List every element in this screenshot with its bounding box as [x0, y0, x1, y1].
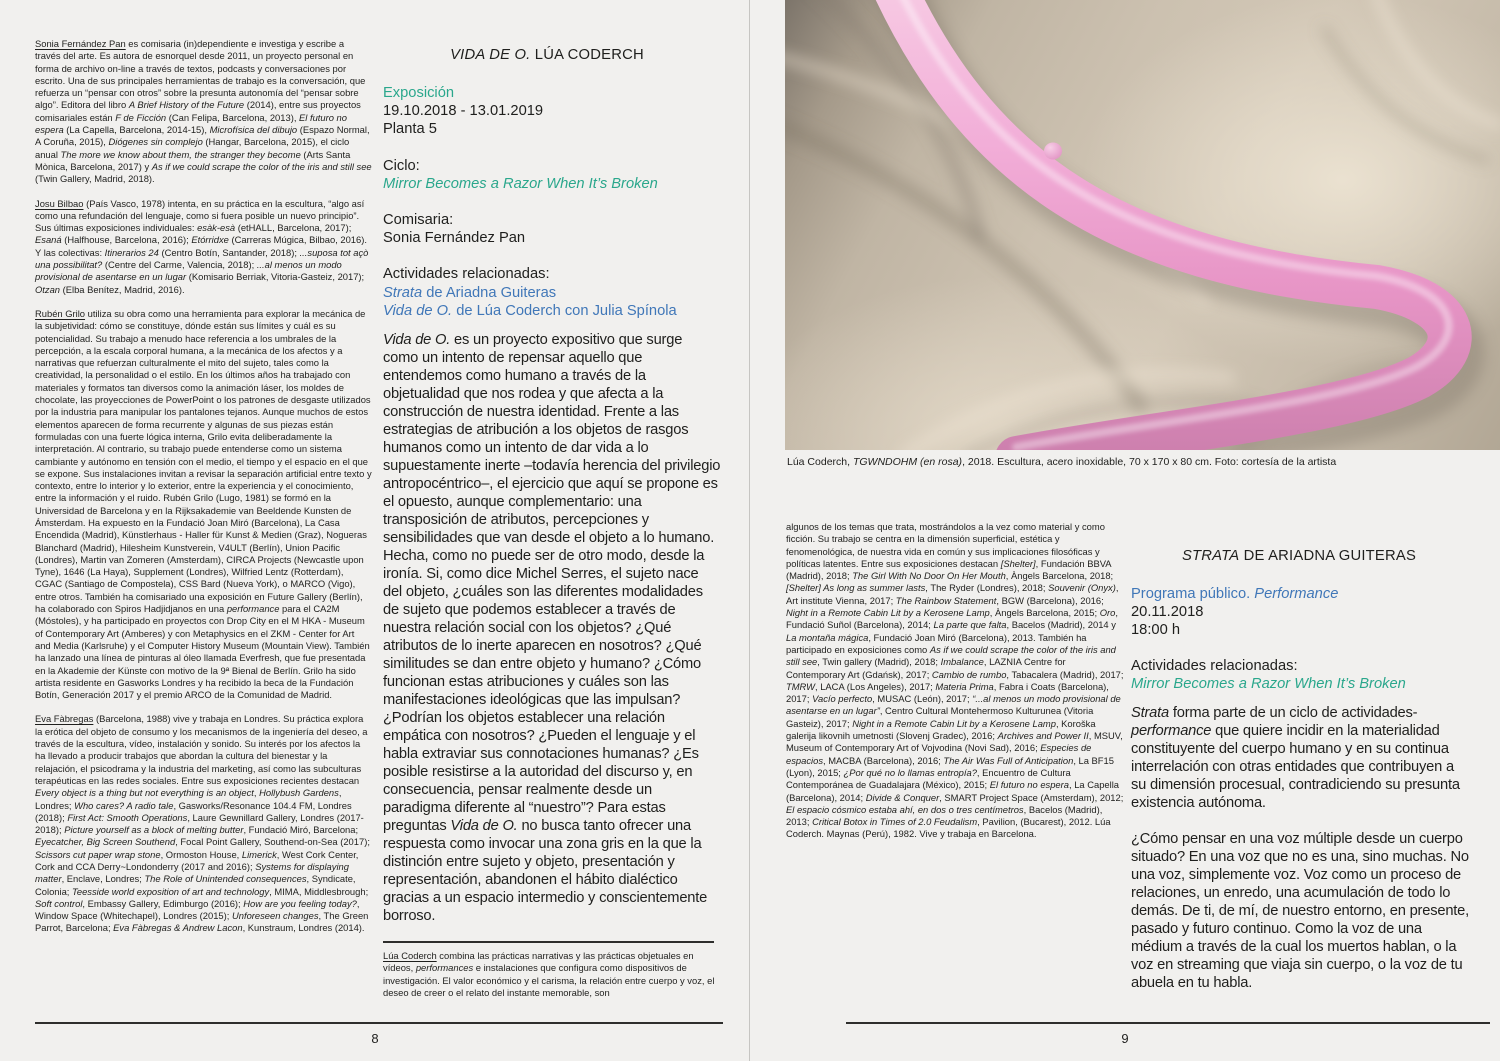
- event-body-paragraph-1: Strata forma parte de un ciclo de actividades-performance que quiere incidir en la materialidad constituyente del cuerpo humano y en su continua interrelación con otras entidades que contribuyen a su dimensión procesual, contradiciendo su presunta existencia autónoma.: [1131, 705, 1460, 811]
- bio-josu-bilbao: Josu Bilbao (País Vasco, 1978) intenta, en su práctica en la escultura, “algo así como una refundación del lenguaje, como si fuera posible un nuevo principio”. Sus últimas exposiciones individuales: esàk-esà (etHALL, Barcelona, 2017); Esaná (Halfhouse, Barcelona, 2016); Etórridxe (Carreras Múgica, Bilbao, 2016). Y las colectivas: Itinerarios 24 (Centro Botín, Santander, 2018); ...suposa tot açò una possibilitat? (Centre del Carme, Valencia, 2018); ...al menos un modo provisional de asentarse en un lugar (Komisario Berriak, Vitoria-Gasteiz, 2017); Otzan (Elba Benítez, Madrid, 2016).: [35, 197, 369, 295]
- bio-sonia-fernandez-pan: Sonia Fernández Pan es comisaria (in)dependiente e investiga y escribe a través del arte. Es autora de esnorquel desde 2011, un proyecto personal en forma de archivo on-line a través de textos, podcasts y conversaciones por escrito. Una de sus principales herramientas de trabajo es la conversación, que refuerza un “pensar con otros” sobre la presunta autonomía del “pensar sobre algo”. Editora del libro A Brief History of the Future (2014), entre sus proyectos comisariales están F de Ficción (Can Felipa, Barcelona, 2013), El futuro no espera (La Capella, Barcelona, 2014-15), Microfísica del dibujo (Espazo Normal, A Coruña, 2015), Diógenes sin complejo (Hangar, Barcelona, 2015), el ciclo anual The more we know about them, the stranger they become (Arts Santa Mònica, Barcelona, 2017) y As if we could scrape the color of the iris and still see (Twin Gallery, Madrid, 2018).: [35, 38, 372, 185]
- artwork-photo: [785, 0, 1500, 450]
- event-meta: [1131, 585, 1471, 640]
- event-title: STRATA DE ARIADNA GUITERAS: [1181, 548, 1417, 564]
- event-body-text: [1131, 704, 1471, 1010]
- page-number-9: 9: [1121, 1031, 1129, 1046]
- related-cycle-title: Mirror Becomes a Razor When It’s Broken: [1131, 676, 1406, 693]
- exhibition-type-label: Exposición: [383, 85, 455, 101]
- footer-rule-right: [846, 1022, 1490, 1024]
- artwork-photo-graphic: [785, 0, 1500, 450]
- cycle-label: Ciclo:: [383, 157, 420, 174]
- event-date: 20.11.2018: [1131, 604, 1204, 621]
- page-gutter-divider: [749, 0, 750, 1061]
- footnote-rule: [383, 941, 714, 943]
- exhibition-title: VIDA DE O. LÚA CODERCH: [450, 47, 644, 63]
- lua-coderch-bio-continuation: algunos de los temas que trata, mostrándolos a la vez como material y como ficción. Su trabajo se centra en la dimensión superficial, estética y fenomenológica, de nuestra vida en común y sus implicaciones filosóficas y políticas latentes. Entre sus exposiciones destacan [Shelter], Fundación BBVA (Madrid), 2018; The Girl With No Door On Her Mouth, Àngels Barcelona, 2018; [Shelter] As long as summer lasts, The Ryder (Londres), 2018; Souvenir (Onyx), Art institute Vienna, 2017; The Rainbow Statement, BGW (Barcelona), 2016; Night in a Remote Cabin Lit by a Kerosene Lamp, Àngels Barcelona, 2015; Oro, Fundació Suñol (Barcelona), 2014; La parte que falta, Bacelos (Madrid), 2014 y La montaña mágica, Fundació Joan Miró (Barcelona), 2013. También ha participado en exposiciones como As if we could scrape the color of the iris and still see, Twin gallery (Madrid), 2018; Imbalance, LAZNIA Centre for Contemporary Art (Gdańsk), 2017; Cambio de rumbo, Tabacalera (Madrid), 2017; TMRW, LACA (Los Angeles), 2017; Materia Prima, Fabra i Coats (Barcelona), 2017; Vacío perfecto, MUSAC (León), 2017; “...al menos un modo provisional de asentarse en un lugar”, Centro Cultural Montehermoso Kulturunea (Vitoria Gasteiz), 2017; Night in a Remote Cabin Lit by a Kerosene Lamp, Koroška galerija likovnih umetnosti (Slovenj Gradec), 2016; Archives and Power II, MSUV, Museum of Contemporary Art of Vojvodina (Novi Sad), 2016; Especies de espacios, MACBA (Barcelona), 2016; The Air Was Full of Anticipation, La BF15 (Lyon), 2015; ¿Por qué no lo llamas entropía?, Encuentro de Cultura Contemporánea de Guadalajara (México), 2015; El futuro no espera, La Capella (Barcelona), 2014; Divide & Conquer, SMART Project Space (Amsterdam), 2012; El espacio cósmico estaba ahí, en dos o tres centímetros, Bacelos (Madrid), 2013; Critical Botox in Times of 2.0 Feudalism, Pavilion, (Bucarest), 2012. Lúa Coderch. Maynas (Perú), 1982. Vive y trabaja en Barcelona.: [786, 521, 1124, 840]
- event-type: Programa público. Performance: [1131, 586, 1339, 602]
- exhibition-body-text: Vida de O. es un proyecto expositivo que surge como un intento de repensar aquello que entendemos como humano a través de la objetualidad que nos rodea y que afecta a la construcción de nuestra identidad. Frente a las estrategias de atribución a los objetos de rasgos humanos como un intento de dar vida a lo supuestamente inerte –todavía herencia del privilegio antropocéntrico–, el ejercicio que aquí se propone es el opuesto, aunque complementario: una transposición de atributos, percepciones y sensibilidades que van desde el objeto a lo humano. Hecha, como no puede ser de otro modo, desde la ironía. Si, como dice Michel Serres, el sujeto nace del objeto, ¿cuáles son las diferentes modalidades de sujeto que podemos establecer a través de nuestra relación social con los objetos? ¿Qué atributos de lo inerte aparecen en nosotros? ¿Qué similitudes se dan entre objeto y humano? ¿Cómo funcionan estas atribuciones y cuáles son las manifestaciones ideológicas que las impulsan? ¿Podrían los objetos establecer una relación empática con nosotros? ¿Pueden el lenguaje y el habla extraviar sus connotaciones humanas? ¿Es posible resistirse a la autoridad del discurso y, en consecuencia, pensar realmente desde un paradigma diferente al “nuestro”? Para estas preguntas Vida de O. no busca tanto ofrecer una respuesta como invocar una zona gris en la que la distinción entre sujeto y objeto, presentación y representación, abandonen el hábito dialéctico gracias a un espacio intermedio y conscientemente borroso.: [383, 332, 721, 924]
- exhibition-floor: Planta 5: [383, 121, 437, 138]
- tube-nub: [1044, 143, 1062, 160]
- related-activity-vida-de-o: Vida de O. de Lúa Coderch con Julia Spínola: [383, 302, 677, 319]
- event-time: 18:00 h: [1131, 622, 1181, 639]
- related-activities-label: Actividades relacionadas:: [383, 266, 550, 283]
- artwork-caption: Lúa Coderch, TGWNDOHM (en rosa), 2018. Escultura, acero inoxidable, 70 x 170 x 80 cm. Foto: cortesía de la artista: [787, 456, 1337, 468]
- bio-eva-fabregas: Eva Fàbregas (Barcelona, 1988) vive y trabaja en Londres. Su práctica explora la erótica del objeto de consumo y los mecanismos de la ingeniería del deseo, a través de la escultura, vídeo, instalación y sonido. Su interés por los afectos la ha llevado a producir trabajos que abordan la cultura del bienestar y la relajación, el psicodrama y la industria del marketing, así como las subculturas terapéuticas en las redes sociales. Entre sus exposiciones recientes destacan Every object is a thing but not everything is an object, Hollybush Gardens, Londres; Who cares? A radio tale, Gasworks/Resonance 104.4 FM, Londres (2018); First Act: Smooth Operations, Laure Gewnillard Gallery, Londres (2017-2018); Picture yourself as a block of melting butter, Fundació Miró, Barcelona; Eyecatcher, Big Screen Southend, Focal Point Gallery, Southend-on-Sea (2017); Scissors cut paper wrap stone, Ormoston House, Limerick, West Cork Center, Cork and CCA Derry~Londonderry (2017 and 2016); Systems for displaying matter, Enclave, Londres; The Role of Unintended consequences, Syndicate, Colonia; Teesside world exposition of art and technology, MIMA, Middlesbrough; Soft control, Embassy Gallery, Edimburgo (2016); How are you feeling today?, Window Space (Whitechapel), Londres (2015); Unforeseen changes, The Green Parrot, Barcelona; Eva Fàbregas & Andrew Lacon, Kunstraum, Londres (2014).: [35, 713, 370, 934]
- page-right: [750, 0, 1500, 1061]
- related-activities-label: Actividades relacionadas:: [1131, 658, 1298, 674]
- curator-label: Comisaria:: [383, 212, 454, 229]
- event-related: [1131, 657, 1471, 693]
- exhibition-meta: [383, 84, 721, 320]
- related-activity-strata: Strata de Ariadna Guiteras: [383, 284, 557, 301]
- cycle-title: Mirror Becomes a Razor When It’s Broken: [383, 175, 658, 192]
- bio-ruben-grilo: Rubén Grilo utiliza su obra como una herramienta para explorar la mecánica de la subjetividad: cómo se constituye, dónde están sus límites y cuál es su potencialidad. Su trabajo a menudo hace referencia a los umbrales de la percepción, a la escala corporal humana, a la mecánica de los afectos y a narrativas que refuerzan culturalmente el mito del sujeto, tales como la creatividad, la personalidad o el estilo. En los últimos años ha trabajado con materiales y formatos tan diversos como la animación láser, los moldes de chocolate, las proyecciones de PowerPoint o los patrones de desgaste utilizados por la industria para manipular los pantalones tejanos. Aunque muchos de estos elementos aparecen de forma recurrente y algunas de sus piezas están formuladas con una fuerte lógica interna, Grilo evita deliberadamente la interpretación. Al contrario, su trabajo puede entenderse como un sistema cambiante y autónomo en tensión con el medio, el tiempo y el espacio en el que se expone. Sus instalaciones invitan a revisar la separación artificial entre texto y contexto, entre lo interior y lo exterior, entre la experiencia y el conocimiento, entre la información y el ruido. Rubén Grilo (Lugo, 1981) se formó en la Universidad de Barcelona y en la Rijksakademie van Beeldende Kunsten de Ámsterdam. Ha expuesto en la Fundació Joan Miró (Barcelona), La Casa Encendida (Madrid), Künstlerhaus - Haller für Kunst & Medien (Graz), Nogueras Blanchard (Madrid), Hilesheim Kunstverein, V4ULT (Berlín), Union Pacific (Londres), Martin van Zomeren (Amsterdam), CIRCA Projects (Newcastle upon Tyne), 1646 (La Haya), Supplement (Londres), Wilfried Lentz (Rotterdam), CGAC (Santiago de Compostela), CSS Bard (Nueva York), o MARCO (Vigo), entre otros. También ha comisariado una exposición en Future Gallery (Berlín), ha colaborado con Spiros Hadjidjanos en una performance para el CA2M (Móstoles), y ha participado en proyectos con Drop City en el M HKA - Museum of Contemporary Art (Amberes) y con Metaphysics en el ZKM - Center for Art and Media (Karlsruhe) y el Computer History Museum (Mountain View). También ha lanzado una línea de pinturas al óleo llamada Everfresh, que fue presentada en la Akademie der Künste con motivo de la 9ª Bienal de Berlín. Grilo ha sido artista residente en Gasworks Londres y ha recibido la beca de la Fundación Botín, Generación 2017 y el premio ARCO de la Comunidad de Madrid.: [35, 307, 372, 701]
- footer-rule-left: [35, 1022, 723, 1024]
- exhibition-dates: 19.10.2018 - 13.01.2019: [383, 103, 544, 120]
- event-body-paragraph-2: ¿Cómo pensar en una voz múltiple desde un cuerpo situado? En una voz que no es una, sino muchas. No una voz, simplemente voz. Voz como un proceso de relaciones, un enredo, una acumulación de todo lo demás. De ti, de mí, de nuestro entorno, en presente, pasado y futuro continuo. Como la voz de una médium a través de la cual los muertos hablan, o la voz en streaming que viaja sin cuerpo, o la voz de tu abuela en tu habla.: [1131, 831, 1470, 991]
- lua-coderch-footnote: Lúa Coderch combina las prácticas narrativas y las prácticas objetuales en vídeos, performances e instalaciones que configura como dispositivos de investigación. El valor económico y el carisma, la relación entre cuerpo y voz, el deseo de creer o el relato del instante memorable, son: [383, 950, 715, 998]
- page-number-8: 8: [371, 1031, 379, 1046]
- curator-name: Sonia Fernández Pan: [383, 230, 526, 247]
- artist-bios-column: [35, 38, 372, 947]
